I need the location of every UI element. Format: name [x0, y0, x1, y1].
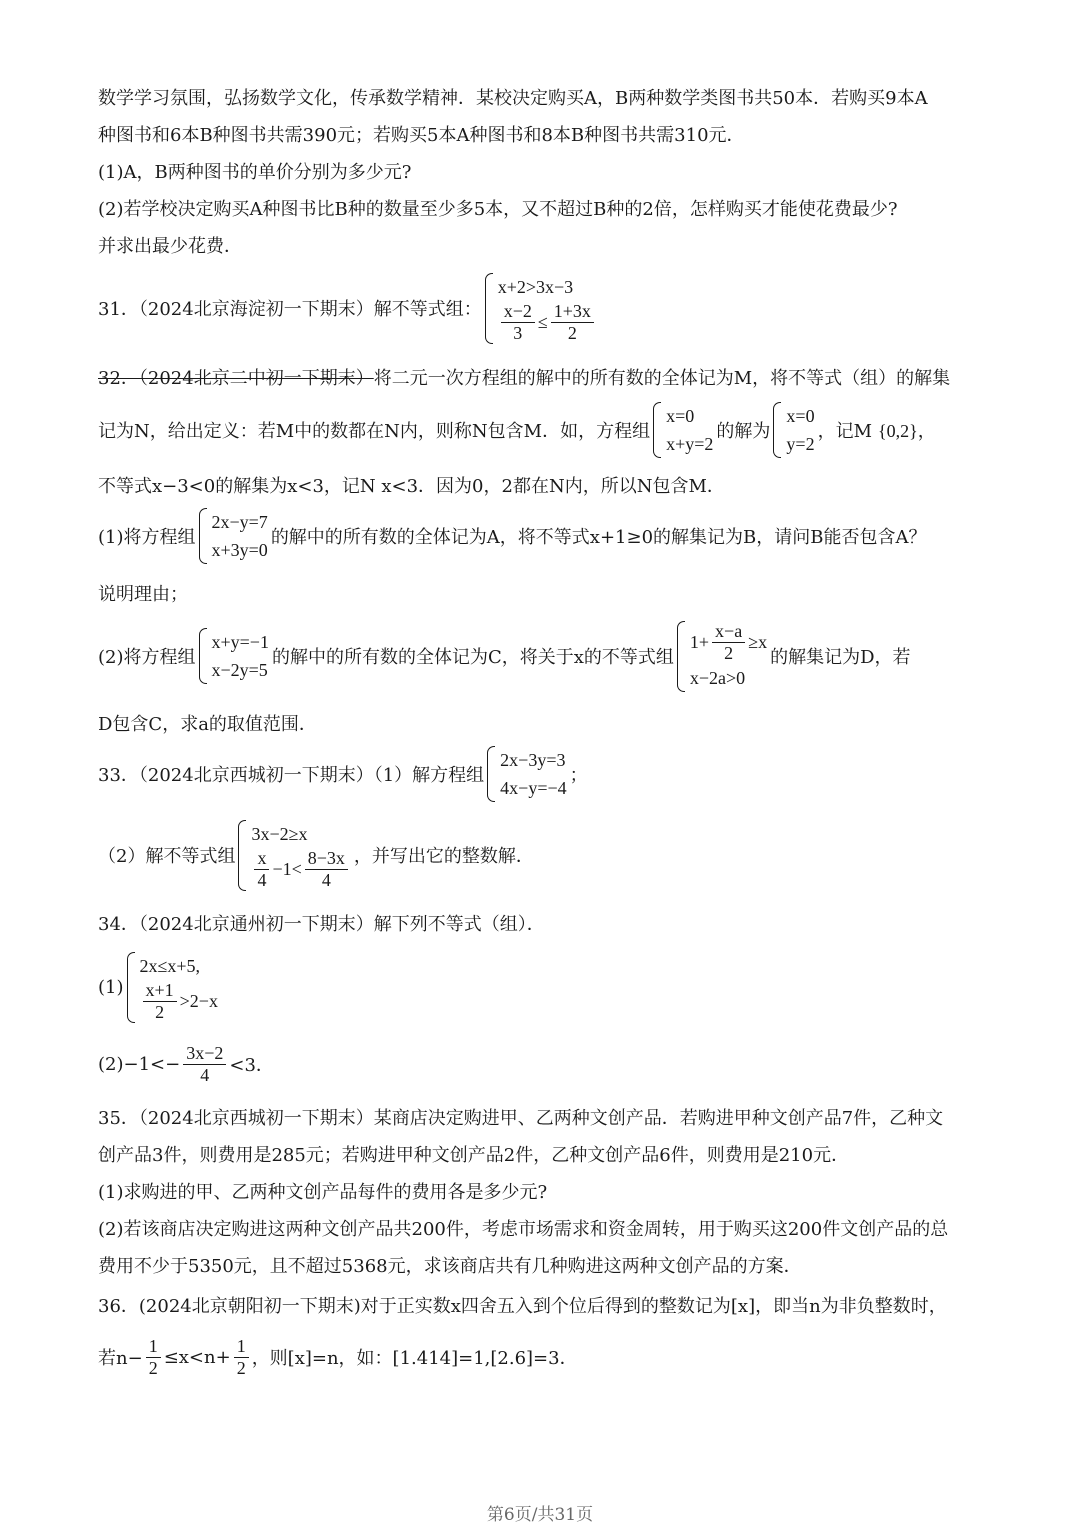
inequality-system: 1+ $\frac{x-a}{2}$ ≥x x−2a>0 — [677, 621, 767, 692]
page-number: 第6页/共31页 — [486, 1505, 594, 1525]
fraction: $\frac{x}{4}$ — [254, 848, 269, 891]
equation-system: x+y=−1 x−2y=5 — [199, 628, 269, 684]
question-32-part-2: (2)将方程组 x+y=−1 x−2y=5 的解中的所有数的全体记为C，将关于x的不等式组 1+ $\frac{x-a}{2}$ ≥x x−2a>0 的解集记为D，若 — [98, 618, 911, 694]
inequality-system: 3x−2≥x $\frac{x}{4}$ −1< $\frac{8-3x}{4}$ — [238, 820, 350, 891]
fraction: $\frac{1}{2}$ — [146, 1336, 161, 1379]
fraction: $\frac{x-a}{2}$ — [712, 621, 745, 664]
text-line: D包含C，求a的取值范围． — [98, 714, 317, 735]
text-line: (1)求购进的甲、乙两种文创产品每件的费用各是多少元? — [98, 1182, 548, 1203]
text-line: 34．（2024北京通州初一下期末）解下列不等式（组）． — [98, 914, 545, 935]
text-line: (2)若该商店决定购进这两种文创产品共200件，考虑市场需求和资金周转，用于购买这200件文创产品的总 — [98, 1219, 949, 1240]
fraction: $\frac{3x-2}{4}$ — [183, 1043, 226, 1086]
text-line: (1)A，B两种图书的单价分别为多少元? — [98, 162, 412, 183]
fraction: $\frac{1}{2}$ — [234, 1336, 249, 1379]
text-line: 36．(2024北京朝阳初一下期末)对于正实数x四舍五入到个位后得到的整数记为[x]，即当n为非负整数时， — [98, 1296, 947, 1317]
text-line: 35．（2024北京西城初一下期末）某商店决定购进甲、乙两种文创产品．若购进甲种文创产品7件，乙种文 — [98, 1108, 944, 1129]
question-34-part-1: (1) 2x≤x+5, $\frac{x+1}{2}$ >2−x — [98, 946, 221, 1028]
question-33-part-1: 33．（2024北京西城初一下期末）（1）解方程组 2x−3y=3 4x−y=−4 ； — [98, 746, 588, 802]
question-32-part-1: (1)将方程组 2x−y=7 x+3y=0 的解中的所有数的全体记为A，将不等式x+1≥0的解集记为B，请问B能否包含A？ — [98, 508, 926, 564]
text-line: 并求出最少花费． — [98, 236, 242, 257]
fraction: $\frac{8-3x}{4}$ — [305, 848, 348, 891]
system-row: $\frac{x-2}{3}$ ≤ $\frac{1+3x}{2}$ — [498, 301, 597, 344]
inequality-system — [485, 273, 597, 344]
fraction: $\frac{x-2}{3}$ — [501, 301, 535, 344]
inequality-system: 2x≤x+5, $\frac{x+1}{2}$ >2−x — [127, 952, 218, 1023]
fraction: $\frac{x+1}{2}$ — [143, 980, 177, 1023]
question-32-line-2: 记为N，给出定义：若M中的数都在N内，则称N包含M．如，方程组 x=0 x+y=2 的解为 x=0 y=2 ，记M {0,2}， — [98, 402, 936, 458]
question-36-line-2: 若n− $\frac{1}{2}$ ≤x<n+ $\frac{1}{2}$ ，则[x]=n，如：[1.414]=1,[2.6]=3． — [98, 1335, 578, 1378]
question-31 — [98, 268, 600, 348]
question-32-line-1: 32．（2024北京二中初一下期末）将二元一次方程组的解中的所有数的全体记为M，将不等式（组）的解集 — [98, 368, 951, 389]
text-line: 种图书和6本B种图书共需390元；若购买5本A种图书和8本B种图书共需310元． — [98, 125, 745, 146]
fraction: $\frac{1+3x}{2}$ — [551, 301, 594, 344]
question-31-text: 31．（2024北京海淀初一下期末）解不等式组： — [98, 299, 482, 320]
equation-system: 2x−y=7 x+3y=0 — [199, 508, 268, 564]
text-line: 创产品3件，则费用是285元；若购进甲种文创产品2件，乙种文创产品6件，则费用是210元． — [98, 1145, 850, 1166]
equation-system: x=0 x+y=2 — [653, 402, 713, 458]
text-line: 费用不少于5350元，且不超过5368元，求该商店共有几种购进这两种文创产品的方案． — [98, 1256, 802, 1277]
text-line: (2)若学校决定购买A种图书比B种的数量至少多5本，又不超过B种的2倍，怎样购买才能使花费最少? — [98, 199, 898, 220]
text-line: 不等式x−3<0的解集为x<3，记N x<3．因为0，2都在N内，所以N包含M． — [98, 476, 725, 497]
brace — [485, 273, 493, 344]
equation-system: 2x−3y=3 4x−y=−4 — [487, 746, 566, 802]
equation-system: x=0 y=2 — [773, 402, 814, 458]
system-row: x+2>3x−3 — [497, 276, 574, 297]
question-33-part-2: （2）解不等式组 3x−2≥x $\frac{x}{4}$ −1< $\frac{8-3x}{4}$ ，并写出它的整数解． — [98, 814, 534, 896]
question-32-header: 32．（2024北京二中初一下期末） — [98, 368, 374, 389]
text-line: 数学学习氛围，弘扬数学文化，传承数学精神．某校决定购买A，B两种数学类图书共50本．若购买9本A — [98, 88, 928, 109]
question-34-part-2: (2)−1<− $\frac{3x-2}{4}$ <3． — [98, 1042, 274, 1085]
text-line: 说明理由； — [98, 584, 188, 605]
